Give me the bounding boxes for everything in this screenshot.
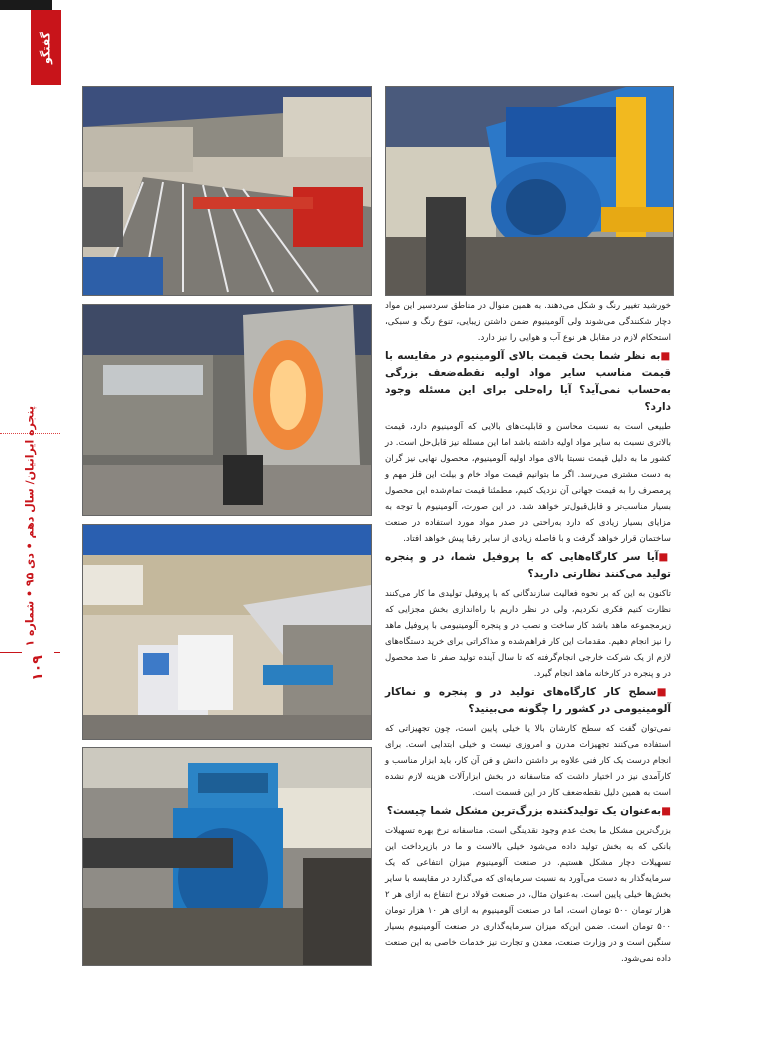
photo-billet-furnace — [82, 304, 372, 516]
section-tab — [31, 10, 61, 85]
question-heading — [385, 549, 671, 583]
question-text: آیا سر کارگاه‌هایی که با پروفیل شما، در و پنجره تولید می‌کنند نظارتی دارید؟ — [385, 551, 671, 580]
paragraph: خورشید تغییر رنگ و شکل می‌دهند. به همین منوال در مناطق سردسیر این مواد دچار شکنندگی می‌شوند ولی آلومینیوم ضمن داشتن زیبایی، تنوع رنگ و سبکی، استحکام لازم در مقابل هر نوع آب و هوایی را نیز دارد. — [385, 301, 671, 343]
section-label: گفتگو — [39, 31, 53, 64]
page-number-text: ۱۰۹ — [30, 655, 46, 681]
paragraph: نمی‌توان گفت که سطح کارشان بالا یا خیلی پایین است، چون تجهیزاتی که استفاده می‌کنند تجهیزات مدرن و امروزی نیست و خیلی ابتدایی است. برای انجام درست یک کار فنی علاوه بر داشتن دانش و فن آن کار، باید ابزار مناسب و کارآمدی نیز در اختیار داشت که متاسفانه در بخش ابزارآلات هزینه لازم نشده است به همین دلیل نقطه‌ضعف کار در این قسمت است. — [385, 724, 671, 798]
photo-press-blue — [82, 747, 372, 966]
paragraph: بزرگ‌ترین مشکل ما بحث عدم وجود نقدینگی است. متاسفانه نرخ بهره تسهیلات بانکی که به بخش تولید داده می‌شود خیلی بالاست و ما در بازپرداخت این تسهیلات دچار مشکل هستیم. در صنعت آلومینیوم میزان انتفاعی که یک سرمایه‌گذار به دست می‌آورد به نسبت سرمایه‌ای که می‌گذارد در مقایسه با سایر بخش‌ها خیلی پایین است. به‌عنوان مثال، در صنعت فولاد نرخ انتفاع به ازای هر ۲ هزار تومان ۵۰۰ تومان است، اما در صنعت آلومینیوم به ازای هر ۱۰ هزار تومان ۵۰۰ تومان است. ضمن این‌که میزان سرمایه‌گذاری در صنعت آلومینیوم بسیار سنگین است و در وزارت صنعت، معدن و تجارت نیز خدمات خاصی به این صنعت داده نمی‌شود. — [385, 826, 672, 964]
question-text: به‌عنوان یک تولیدکننده بزرگ‌ترین مشکل شما چیست؟ — [386, 805, 662, 817]
bullet-icon: ■ — [658, 551, 671, 563]
question-heading — [385, 684, 671, 718]
bullet-icon: ■ — [660, 350, 671, 362]
page-number — [22, 648, 54, 688]
article-body — [385, 298, 671, 969]
photo-control-room — [82, 524, 372, 740]
issue-info — [0, 405, 60, 640]
question-heading — [385, 348, 671, 416]
issue-info-text: پنجره ایرانیان/ سال دهم • دی ۹۵ • شماره — [23, 405, 37, 636]
bullet-icon: ■ — [656, 686, 672, 698]
paragraph: تاکنون به این که بر نحوه فعالیت سازندگانی که با پروفیل تولیدی ما کار می‌کنند نظارت کنیم فکری نکردیم، ولی در نظر داریم با راه‌اندازی بخش مجزایی که زیرمجموعه ماهد باشد کار ساخت و نصب در و پنجره آلومینیومی با پروفیل ماهد را نیز انجام دهیم. مقدمات این کار فراهم‌شده و مذاکراتی برای خرید دستگاه‌های لازم از یک شرکت خارجی انجام‌گرفته که تا سال آینده تولید صفر تا صد محصول در و پنجره در کارخانه ماهد انجام گیرد. — [385, 589, 671, 679]
photo-runout-table — [82, 86, 372, 296]
top-corner-bar — [0, 0, 52, 10]
question-heading — [385, 803, 671, 820]
bullet-icon: ■ — [661, 805, 671, 817]
question-text: سطح کار کارگاه‌های تولید در و پنجره و نماکار آلومینیومی در کشور را چگونه می‌بینید؟ — [385, 686, 671, 715]
question-text: به نظر شما بحث قیمت بالای آلومینیوم در مقایسه با قیمت مناسب سایر مواد اولیه نقطه‌ضعف بزرگی به‌حساب نمی‌آید؟ آیا راه‌حلی برای این مسئله وجود دارد؟ — [385, 350, 671, 413]
paragraph: طبیعی است به نسبت محاسن و قابلیت‌های بالایی که آلومینیوم دارد، قیمت بالاتری نسبت به سایر مواد اولیه داشته باشد اما این مسئله نیز قابل‌حل است. در کشور ما به دلیل قیمت نسبتا بالای مواد اولیه آلومینیوم، محصول نهایی نیز گران به دست مشتری می‌رسد. اگر ما بتوانیم قیمت مواد خام و بیلت این فلز مهم و پرمصرف را به قیمت جهانی آن نزدیک کنیم، مطمئنا قیمت تمام‌شده این محصول بسیار مناسب‌تر و قابل‌قبول‌تر خواهد شد. در این صورت، آلومینیوم با توجه به مزایای بسیار زیادی که دارد به‌راحتی در صدر مواد مورد استفاده در صنعت ساختمان قرار خواهد گرفت و با فاصله زیادی از سایر رقبا پیش خواهد افتاد. — [385, 422, 671, 544]
photo-extrusion-press — [385, 86, 674, 296]
